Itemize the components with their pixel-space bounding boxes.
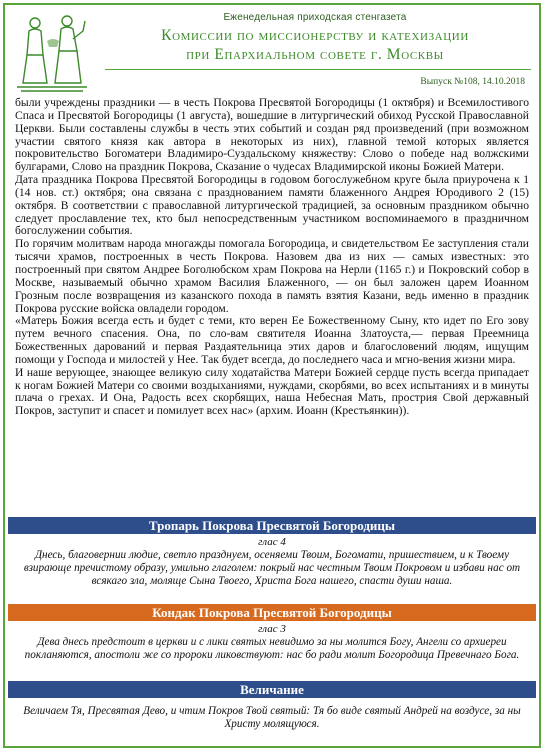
article-paragraph: «Матерь Божия всегда есть и будет с теми, кто верен Ее Божественному Сыну, кто идет по Его зову путем вечного спасения. Она, по сло-вам святителя Иоанна Златоуста,— первая Преемница Божественных дарований и первая Раздаятельница этих даров и благословений людям, ищущим помощи у Господа и милостей у Нее. Так будет всегда, до последнего часа и мгно-вения жизни мира. (15, 314, 529, 366)
article-paragraph: По горячим молитвам народа многажды помогала Богородица, и свидетельством Ее заступления стали тысячи храмов, построенных в честь Покрова. Назовем два из них — самых известных: это построенный при святом Андрее Боголюбском храм Покрова на Нерли (1165 г.) и Покровский собор в Москве, называемый обычно храмом Василия Блаженного, — он был заложен царем Иоанном Грозным после возвращения из казанского похода в память взятия Казани, ведь именно в праздник Покрова русские войска овладели городом. (15, 237, 529, 315)
magnification-text: Величаем Тя, Пресвятая Дево, и чтим Покров Твой святый: Тя бо виде святый Андрей на воздусе, за ны Христу молящуюся. (23, 705, 521, 730)
newsletter-subtitle: Еженедельная приходская стенгазета (223, 12, 407, 23)
kontakion-heading: Кондак Покрова Пресвятой Богородицы (8, 604, 536, 621)
article-paragraph: Дата праздника Покрова Пресвятой Богородицы в годовом богослужебном круге была приурочена к 1 (14 нов. ст.) октября; она связана с празднованием памяти блаженного Андрея Юродивого 2 (15) октября. В соответствии с православной литургической традицией, за основным праздником обычно следует прославление тех, кто был непосредственным участником воспоминаемого в праздничном богослужении события. (15, 173, 529, 238)
magnification-heading: Величание (8, 681, 536, 698)
article-paragraph: И наше верующее, знающее великую силу ходатайства Матери Божией сердце пусть всегда припадает к ногам Божией Матери со своими воздыханиями, нуждами, скорбями, во всех испытаниях и в минуты плача о грехах. И Она, Радость всех скорбящих, наша Небесная Мать, прострия Свой державный Покров, заступит и спасет и помилует всех нас» (архим. Иоанн (Крестьянкин)). (15, 365, 529, 418)
kontakion-text: Дева днесь предстоит в церкви и с лики святых невидимо за ны молится Богу, Ангели со архиереи покланяются, апостоли же со пророки ликовствуют: нас бо ради молит Богородица Превечнаго Бога. (24, 636, 520, 661)
logo-icon (13, 11, 91, 93)
newsletter-frame (3, 3, 541, 748)
header (5, 5, 539, 97)
kontakion-tone: глас 3 (258, 623, 286, 635)
header-divider (105, 69, 531, 70)
troparion-tone: глас 4 (258, 536, 286, 548)
troparion-heading: Тропарь Покрова Пресвятой Богородицы (8, 517, 536, 534)
newsletter-title-line-1: Комиссии по миссионерству и катехизации (161, 27, 469, 44)
newsletter-title-line-2: при Епархиальном совете г. Москвы (186, 46, 444, 63)
issue-number: Выпуск №108, 14.10.2018 (420, 77, 525, 87)
troparion-text: Днесь, благовернии людие, светло празднуем, осеняеми Твоим, Богомати, пришествием, и к Твоему взирающе пречистому образу, умильно глаголем: покрый нас честным Твоим Покровом и избави нас от всякаго зла, моляще Сына Твоего, Христа Бога нашего, спасти души наша. (23, 549, 521, 587)
article-body (15, 97, 529, 418)
article-paragraph: были учреждены праздники — в честь Покрова Пресвятой Богородицы (1 октября) и Всемилостивого Спаса и Пресвятой Богородицы (1 августа), вошедшие в литургический обиход Русской Православной Церкви. Были составлены службы в честь этих событий и создан ряд произведений (при возможном участии святого князя как автора в некоторых из них), главной темой которых является покровительство Богоматери Владимиро-Суздальскому княжеству: Слово о победе над волжскими булгарами, Слово на праздник Покрова, Сказание о чудесах Владимирской иконы Божией Матери. (15, 96, 529, 174)
